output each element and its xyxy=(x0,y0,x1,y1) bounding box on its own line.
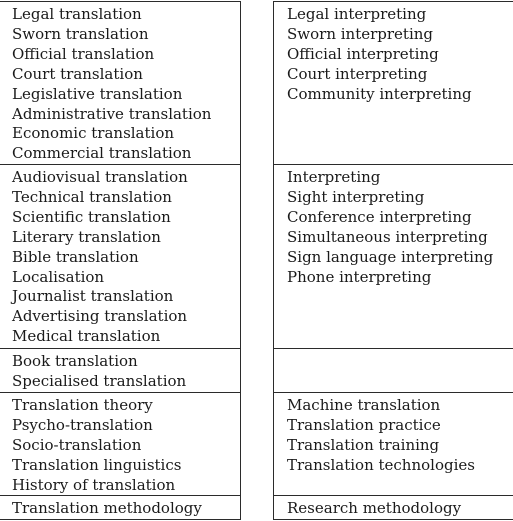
list-item: Psycho-translation xyxy=(12,415,153,434)
list-item: Simultaneous interpreting xyxy=(287,227,488,246)
list-item: Bible translation xyxy=(12,247,139,266)
list-item: Court translation xyxy=(12,64,143,83)
list-item: Advertising translation xyxy=(12,307,188,326)
list-item: Legislative translation xyxy=(12,84,183,103)
list-item: Medical translation xyxy=(12,327,161,346)
left-group-theory xyxy=(0,392,240,497)
list-item: Economic translation xyxy=(12,124,175,143)
list-item: Translation training xyxy=(287,435,440,454)
left-group-legal xyxy=(0,2,240,165)
list-item: Official translation xyxy=(12,44,155,63)
list-item: Legal translation xyxy=(12,5,142,23)
list-item: Legal interpreting xyxy=(287,5,427,23)
list-item: Translation theory xyxy=(12,396,153,414)
list-item: Research methodology xyxy=(287,499,462,517)
list-item: Administrative translation xyxy=(12,104,212,123)
list-item: Technical translation xyxy=(12,187,172,206)
right-group-methodology xyxy=(274,495,513,521)
translation-column xyxy=(0,1,241,520)
list-item: Sworn translation xyxy=(12,24,149,43)
list-item: Specialised translation xyxy=(12,371,187,390)
list-item: Sign language interpreting xyxy=(287,247,494,266)
list-item: Machine translation xyxy=(287,396,441,414)
list-item: Translation linguistics xyxy=(12,455,182,474)
list-item: Court interpreting xyxy=(287,64,428,83)
right-group-empty xyxy=(274,348,513,393)
right-group-legal xyxy=(274,2,513,165)
list-item: Phone interpreting xyxy=(287,267,432,286)
list-item: Interpreting xyxy=(287,168,381,186)
list-item: Book translation xyxy=(12,352,138,370)
list-item: Commercial translation xyxy=(12,144,192,163)
list-item: Translation methodology xyxy=(12,499,202,517)
list-item: Localisation xyxy=(12,267,105,286)
list-item: Official interpreting xyxy=(287,44,439,63)
list-item: History of translation xyxy=(12,475,176,494)
list-item: Translation technologies xyxy=(287,455,475,474)
list-item: Translation practice xyxy=(287,415,441,434)
list-item: Sworn interpreting xyxy=(287,24,434,43)
list-item: Socio-translation xyxy=(12,435,142,454)
list-item: Literary translation xyxy=(12,227,161,246)
left-group-book xyxy=(0,348,240,393)
list-item: Sight interpreting xyxy=(287,187,425,206)
list-item: Conference interpreting xyxy=(287,207,472,226)
right-group-interpreting xyxy=(274,164,513,350)
list-item: Scientific translation xyxy=(12,207,171,226)
interpreting-column xyxy=(273,1,513,520)
list-item: Journalist translation xyxy=(12,287,174,306)
left-group-methodology xyxy=(0,495,240,521)
list-item: Audiovisual translation xyxy=(12,168,188,186)
list-item: Community interpreting xyxy=(287,84,472,103)
left-group-specialised xyxy=(0,164,240,350)
right-group-practice xyxy=(274,392,513,497)
